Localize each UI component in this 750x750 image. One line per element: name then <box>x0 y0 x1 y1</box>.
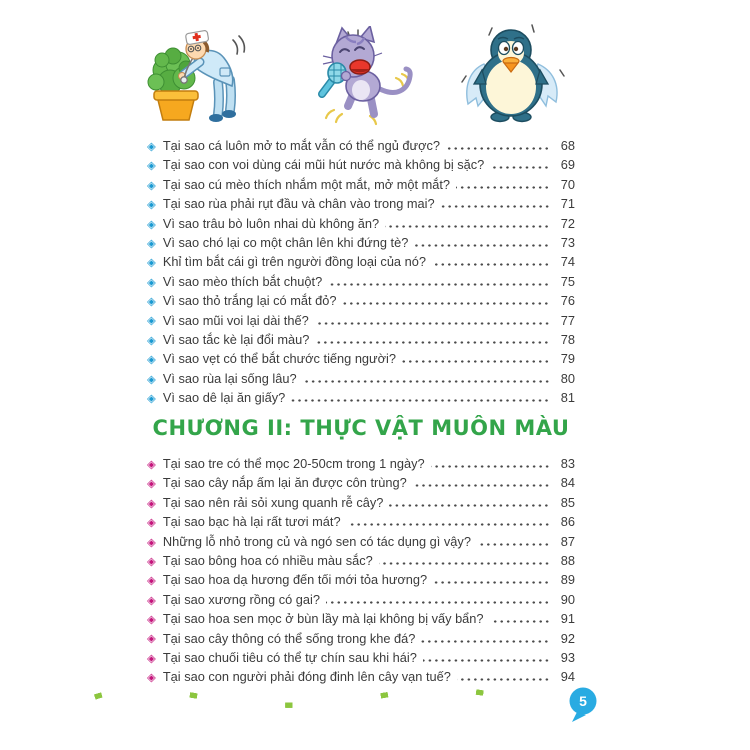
toc-entry <box>147 631 575 650</box>
toc-entry-page: 72 <box>560 215 575 231</box>
dot-leader <box>315 322 550 325</box>
page-number-bubble <box>570 688 597 723</box>
toc-entry-page: 94 <box>560 669 575 685</box>
toc-entry-title: Vì sao mũi voi lại dài thế? <box>162 312 309 328</box>
diamond-bullet-icon: ◈ <box>147 354 156 367</box>
dot-leader <box>490 620 550 623</box>
chapter-heading: CHƯƠNG II: THỰC VẬT MUÔN MÀU <box>152 416 570 440</box>
diamond-bullet-icon: ◈ <box>147 257 156 270</box>
diamond-bullet-icon: ◈ <box>147 237 156 250</box>
toc-entry-page: 90 <box>560 591 575 607</box>
toc-entry-page: 91 <box>560 611 575 627</box>
toc-entry-page: 87 <box>560 533 575 549</box>
toc-entry <box>147 332 575 351</box>
toc-entry-page: 81 <box>560 390 575 406</box>
diamond-bullet-icon: ◈ <box>147 373 156 386</box>
toc-entry-page: 88 <box>560 552 575 568</box>
toc-entry-title: Tại sao nên rải sỏi xung quanh rễ cây? <box>162 494 384 510</box>
dot-leader <box>414 244 550 247</box>
diamond-bullet-icon: ◈ <box>147 614 156 627</box>
toc-entry-page: 71 <box>560 196 575 212</box>
toc-entry-page: 83 <box>560 456 575 471</box>
toc-entry <box>147 611 575 630</box>
diamond-bullet-icon: ◈ <box>147 633 156 646</box>
toc-entry-title: Vì sao trâu bò luôn nhai dù không ăn? <box>162 215 380 231</box>
toc-entry-title: Vì sao thỏ trắng lại có mắt đỏ? <box>162 293 337 309</box>
toc-entry <box>147 196 575 215</box>
toc-entry-title: Tại sao con người phải đóng đinh lên cây vạn tuế? <box>162 669 451 685</box>
dot-leader <box>389 504 550 507</box>
toc-entry <box>147 534 575 553</box>
diamond-bullet-icon: ◈ <box>147 594 156 607</box>
dot-leader <box>441 205 550 208</box>
diamond-bullet-icon: ◈ <box>147 179 156 192</box>
diamond-bullet-icon: ◈ <box>147 497 156 510</box>
dot-leader <box>379 562 550 565</box>
diamond-bullet-icon: ◈ <box>147 199 156 212</box>
toc-entry <box>147 475 575 494</box>
toc-entry-title: Tại sao cá luôn mở to mắt vẫn có thể ngủ được? <box>162 138 441 153</box>
dot-leader <box>456 186 550 189</box>
diamond-bullet-icon: ◈ <box>147 296 156 309</box>
toc-entry-page: 73 <box>560 234 575 250</box>
toc-entry-page: 79 <box>560 351 575 367</box>
toc-entry-title: Tại sao tre có thể mọc 20-50cm trong 1 ngày? <box>162 456 425 471</box>
toc-entry <box>147 592 575 611</box>
toc-entry <box>147 371 575 390</box>
toc-entry-title: Tại sao xương rồng có gai? <box>162 591 320 607</box>
toc-entry-title: Vì sao chó lại co một chân lên khi đứng tè? <box>162 234 409 250</box>
diamond-bullet-icon: ◈ <box>147 458 156 471</box>
doctor-examining-plant-illustration <box>140 20 250 128</box>
diamond-bullet-icon: ◈ <box>147 334 156 347</box>
dot-leader <box>446 147 550 150</box>
page-number: 5 <box>579 693 587 709</box>
toc-entry <box>147 553 575 572</box>
toc-entry <box>147 390 575 409</box>
toc-entry <box>147 572 575 591</box>
toc-entry <box>147 157 575 176</box>
diamond-bullet-icon: ◈ <box>147 160 156 173</box>
dot-leader <box>423 659 550 662</box>
diamond-bullet-icon: ◈ <box>147 478 156 491</box>
toc-entry <box>147 177 575 196</box>
dot-leader <box>490 166 550 169</box>
toc-entry-page: 93 <box>560 649 575 665</box>
dot-leader <box>347 523 550 526</box>
toc-entry <box>147 274 575 293</box>
toc-entry-page: 68 <box>560 138 575 153</box>
toc-entry-page: 92 <box>560 630 575 646</box>
toc-entry-page: 84 <box>560 475 575 491</box>
toc-entry <box>147 216 575 235</box>
toc-entry-page: 70 <box>560 176 575 192</box>
toc-entry <box>147 456 575 475</box>
toc-entry-title: Vì sao rùa lại sống lâu? <box>162 370 297 386</box>
diamond-bullet-icon: ◈ <box>147 218 156 231</box>
dot-leader <box>326 601 550 604</box>
dot-leader <box>431 465 550 468</box>
dot-leader <box>303 380 550 383</box>
toc-entry-title: Vì sao vẹt có thể bắt chước tiếng người? <box>162 351 396 367</box>
toc-entry-title: Vì sao mèo thích bắt chuột? <box>162 273 323 289</box>
toc-entry-title: Tại sao cây thông có thể sống trong khe đá? <box>162 630 416 646</box>
toc-entry-page: 80 <box>560 370 575 386</box>
diamond-bullet-icon: ◈ <box>147 536 156 549</box>
toc-entry <box>147 313 575 332</box>
toc-entry-title: Tại sao hoa sen mọc ở bùn lầy mà lại không bị vấy bẩn? <box>162 611 484 627</box>
toc-entry-title: Tại sao con voi dùng cái mũi hút nước mà không bị sặc? <box>162 157 485 173</box>
dot-leader <box>342 302 550 305</box>
toc-entry-title: Tại sao cú mèo thích nhắm một mắt, mở một mắt? <box>162 176 451 192</box>
diamond-bullet-icon: ◈ <box>147 315 156 328</box>
toc-entry-title: Tại sao cây nắp ấm lại ăn được côn trùng? <box>162 475 407 491</box>
diamond-bullet-icon: ◈ <box>147 517 156 530</box>
dot-leader <box>477 543 550 546</box>
toc-entry <box>147 254 575 273</box>
toc-entry-title: Vì sao tắc kè lại đổi màu? <box>162 331 310 347</box>
diamond-bullet-icon: ◈ <box>147 276 156 289</box>
dot-leader <box>433 581 550 584</box>
dot-leader <box>328 283 550 286</box>
singing-cat-illustration <box>308 26 422 126</box>
toc-entry-page: 69 <box>560 157 575 173</box>
toc-entry-title: Tại sao bông hoa có nhiều màu sắc? <box>162 552 373 568</box>
surprised-penguin-illustration <box>458 20 566 126</box>
dot-leader <box>432 263 550 266</box>
dot-leader <box>413 484 550 487</box>
toc-entry-page: 85 <box>560 494 575 510</box>
dot-leader <box>291 399 550 402</box>
diamond-bullet-icon: ◈ <box>147 652 156 665</box>
toc-entry-title: Tại sao bạc hà lại rất tươi mát? <box>162 514 341 530</box>
toc-entry <box>147 514 575 533</box>
toc-list-chapter2 <box>147 456 575 689</box>
dot-leader <box>385 225 550 228</box>
toc-entry-title: Tại sao chuối tiêu có thể tự chín sau khi hái? <box>162 649 417 665</box>
diamond-bullet-icon: ◈ <box>147 555 156 568</box>
toc-entry-title: Vì sao dê lại ăn giấy? <box>162 390 286 406</box>
toc-list-chapter1 <box>147 138 575 409</box>
diamond-bullet-icon: ◈ <box>147 393 156 406</box>
dot-leader <box>421 640 550 643</box>
diamond-bullet-icon: ◈ <box>147 140 156 153</box>
toc-entry-page: 76 <box>560 293 575 309</box>
toc-entry-title: Những lỗ nhỏ trong củ và ngó sen có tác dụng gì vậy? <box>162 533 471 549</box>
toc-entry-page: 89 <box>560 572 575 588</box>
diamond-bullet-icon: ◈ <box>147 672 156 685</box>
toc-entry-page: 74 <box>560 254 575 270</box>
toc-entry <box>147 351 575 370</box>
toc-entry <box>147 650 575 669</box>
toc-entry <box>147 138 575 157</box>
toc-entry-title: Tại sao rùa phải rụt đầu và chân vào trong mai? <box>162 196 435 212</box>
toc-entry <box>147 495 575 514</box>
toc-entry-title: Khỉ tìm bắt cái gì trên người đồng loại của nó? <box>162 254 426 270</box>
toc-entry-page: 86 <box>560 514 575 530</box>
toc-entry-page: 75 <box>560 273 575 289</box>
toc-entry-title: Tại sao hoa dạ hương đến tối mới tỏa hương? <box>162 572 428 588</box>
diamond-bullet-icon: ◈ <box>147 575 156 588</box>
footer-decoration <box>0 676 750 746</box>
dot-leader <box>402 360 550 363</box>
toc-entry <box>147 235 575 254</box>
toc-entry <box>147 293 575 312</box>
dot-leader <box>315 341 550 344</box>
toc-entry-page: 77 <box>560 312 575 328</box>
toc-entry-page: 78 <box>560 331 575 347</box>
